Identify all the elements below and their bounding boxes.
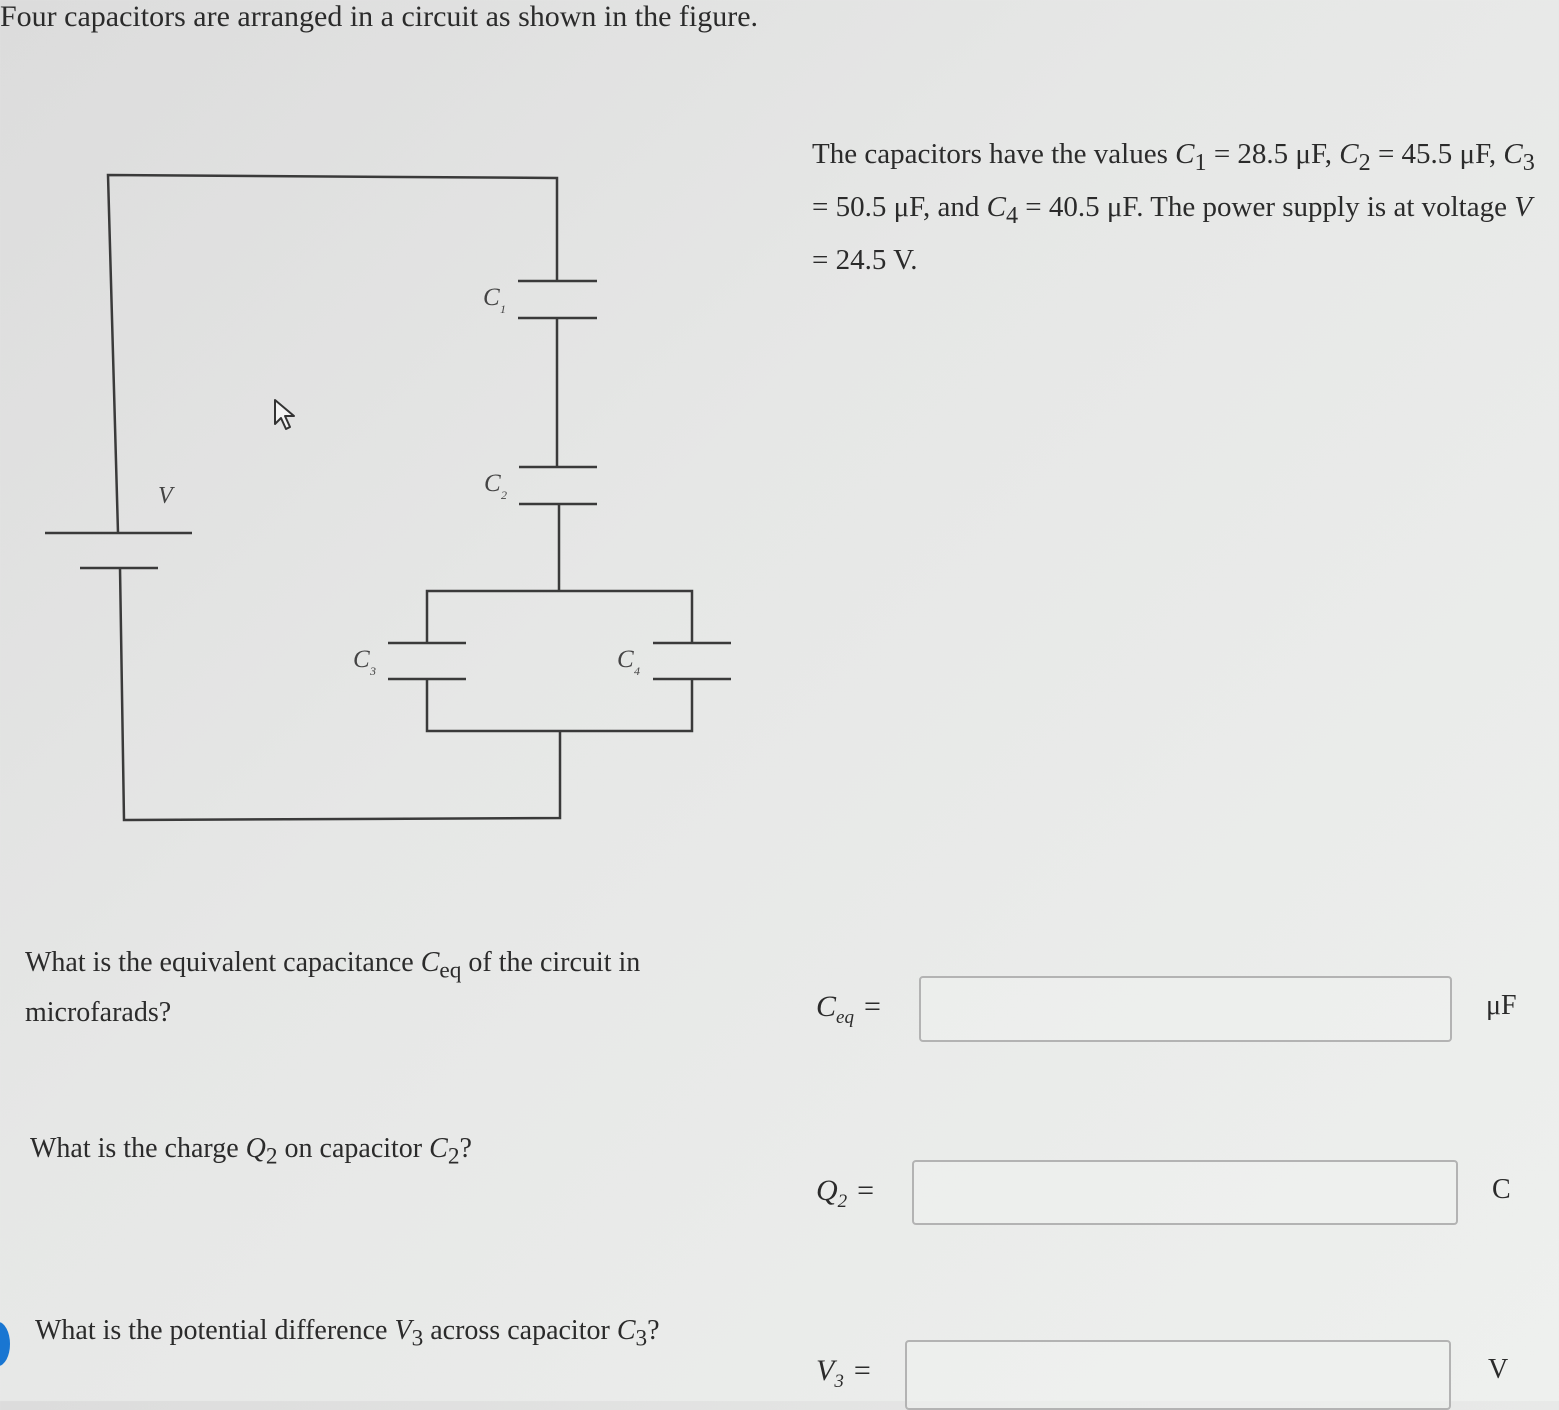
- ceq-unit: μF: [1486, 990, 1517, 1021]
- circuit-diagram: [0, 0, 800, 900]
- svg-text:C: C: [353, 646, 370, 673]
- svg-text:C: C: [617, 646, 634, 673]
- question-title: Four capacitors are arranged in a circuit as shown in the figure.: [0, 0, 759, 33]
- svg-text:2: 2: [501, 488, 507, 502]
- question-potential-v3: What is the potential difference $V_3$ across capacitor $C_3$?: [35, 1315, 660, 1352]
- q2-label: $Q_2$ =: [816, 1174, 875, 1212]
- svg-text:C: C: [484, 470, 501, 497]
- c2-label: [484, 470, 507, 502]
- q2-unit: C: [1492, 1174, 1511, 1205]
- c3-label: [353, 646, 376, 678]
- ceq-answer-input[interactable]: [919, 976, 1452, 1042]
- ceq-label: $C_{eq}$ =: [816, 990, 881, 1028]
- svg-text:C: C: [483, 284, 500, 311]
- v3-label: $V_3$ =: [816, 1354, 871, 1392]
- v3-answer-input[interactable]: [905, 1340, 1451, 1410]
- svg-text:1: 1: [500, 302, 506, 316]
- problem-statement: The capacitors have the values $C_1 = 28.5$ μF, $C_2 = 45.5$ μF, $C_3 = 50.5$ μF, and $C_4 = 40.5$ μF. The power supply is at voltage V = 24.5 V.: [812, 138, 1535, 276]
- c1-label: [483, 284, 506, 316]
- svg-text:4: 4: [634, 664, 640, 678]
- q2-answer-input[interactable]: [912, 1160, 1458, 1225]
- question-equivalent-capacitance: What is the equivalent capacitance $C_{eq}$ of the circuit in microfarads?: [25, 947, 641, 1028]
- v3-unit: V: [1488, 1354, 1509, 1385]
- c4-label: [617, 646, 640, 678]
- v-label: V: [158, 483, 173, 509]
- svg-text:3: 3: [370, 664, 376, 678]
- question-charge-q2: What is the charge $Q_2$ on capacitor $C_2$?: [30, 1133, 472, 1170]
- mouse-cursor-icon: [272, 398, 300, 432]
- status-indicator-icon: [0, 1322, 10, 1366]
